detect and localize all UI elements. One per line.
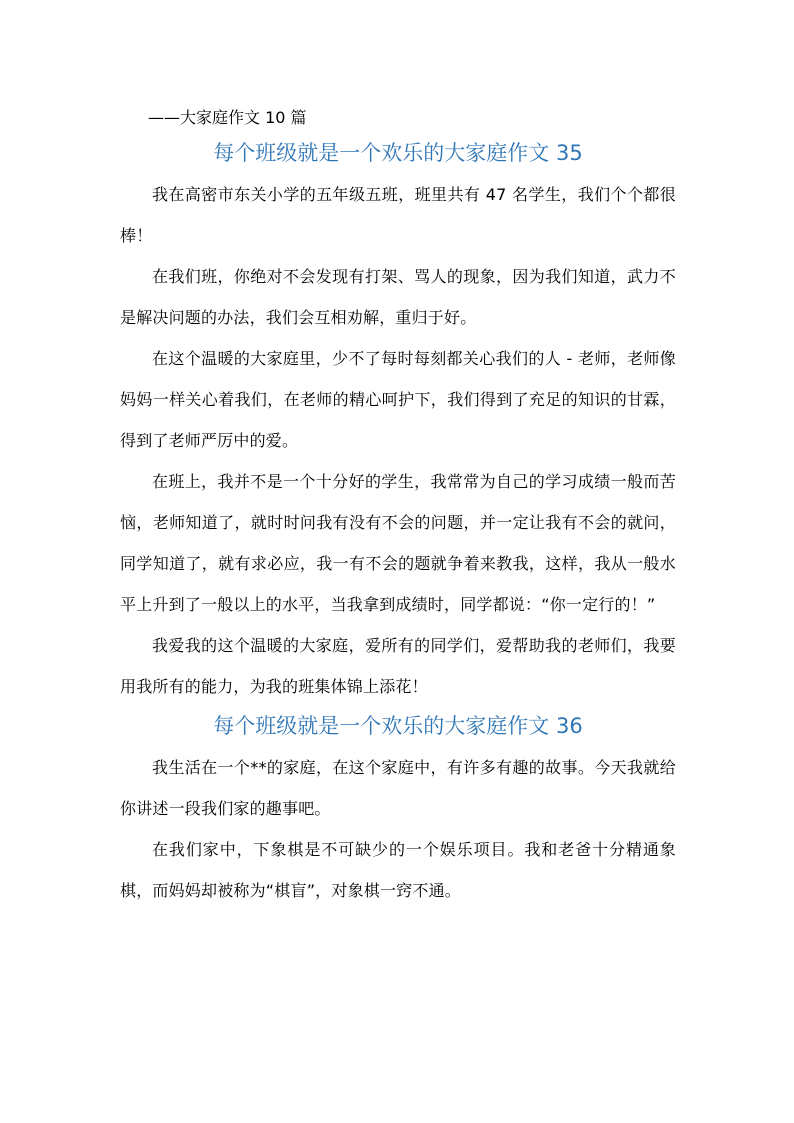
paragraph: 我爱我的这个温暖的大家庭，爱所有的同学们，爱帮助我的老师们，我要用我所有的能力，为我的班集体锦上添花！ bbox=[120, 636, 676, 696]
document-subtitle: ——大家庭作文 10 篇 bbox=[148, 108, 307, 127]
paragraph: 我在高密市东关小学的五年级五班，班里共有 47 名学生，我们个个都很棒！ bbox=[120, 185, 676, 245]
paragraph: 在我们家中，下象棋是不可缺少的一个娱乐项目。我和老爸十分精通象棋，而妈妈却被称为“棋盲”，对象棋一窍不通。 bbox=[120, 840, 676, 900]
paragraph: 在班上，我并不是一个十分好的学生，我常常为自己的学习成绩一般而苦恼，老师知道了，就时时问我有没有不会的问题，并一定让我有不会的就问，同学知道了，就有求必应，我一有不会的题就争着来教我，这样，我从一般水平上升到了一般以上的水平，当我拿到成绩时，同学都说：“你一定行的！” bbox=[120, 472, 676, 614]
section-heading-35: 每个班级就是一个欢乐的大家庭作文 35 bbox=[213, 141, 583, 165]
section-heading-36: 每个班级就是一个欢乐的大家庭作文 36 bbox=[213, 714, 583, 738]
document-body bbox=[120, 104, 676, 911]
paragraph: 在我们班，你绝对不会发现有打架、骂人的现象，因为我们知道，武力不是解决问题的办法，我们会互相劝解，重归于好。 bbox=[120, 267, 676, 327]
paragraph: 我生活在一个**的家庭，在这个家庭中，有许多有趣的故事。今天我就给你讲述一段我们家的趣事吧。 bbox=[120, 758, 676, 818]
paragraph: 在这个温暖的大家庭里，少不了每时每刻都关心我们的人 - 老师，老师像妈妈一样关心着我们，在老师的精心呵护下，我们得到了充足的知识的甘霖，得到了老师严厉中的爱。 bbox=[120, 349, 676, 450]
